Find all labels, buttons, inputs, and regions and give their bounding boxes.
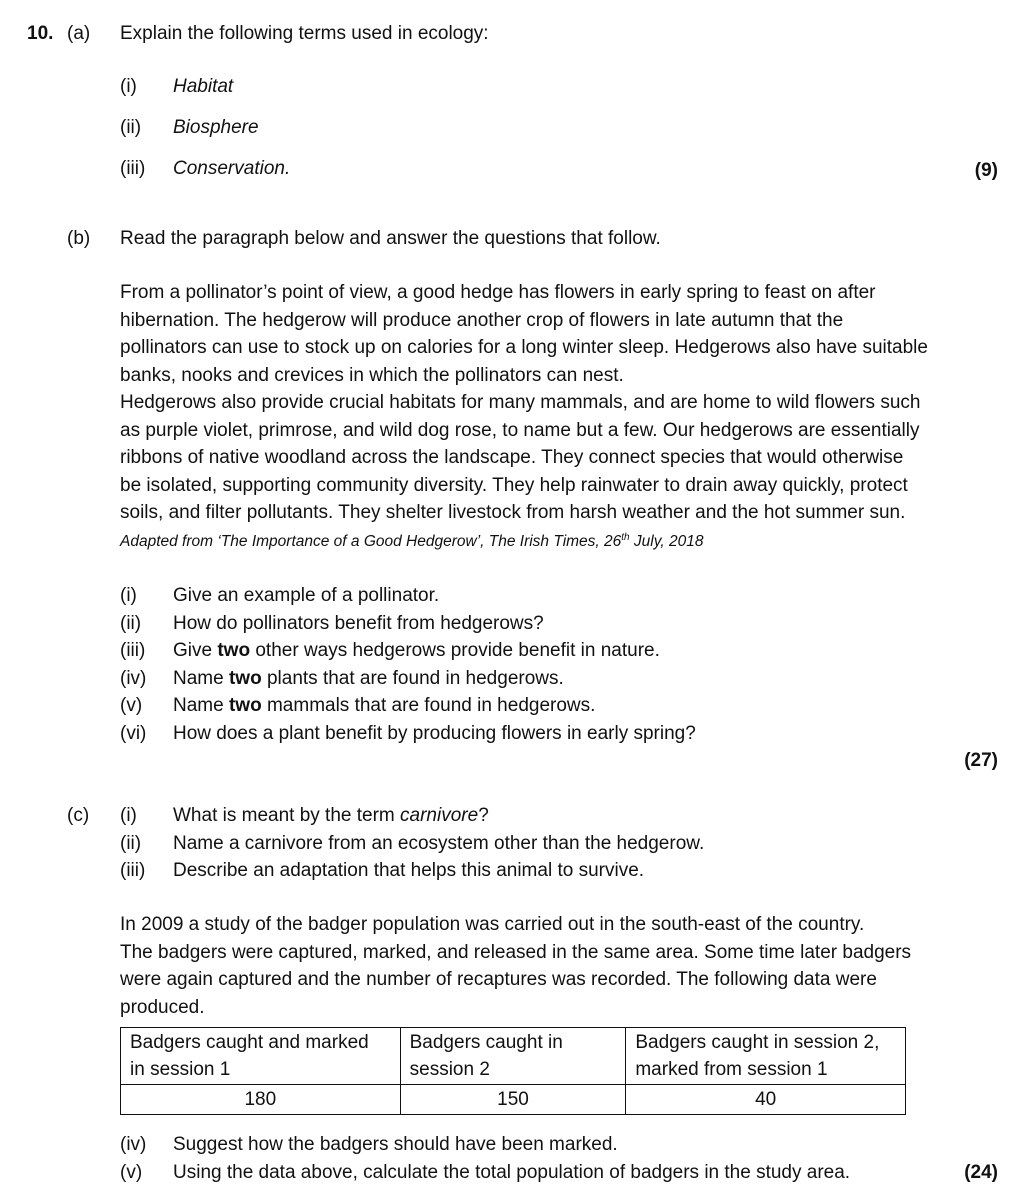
table-header-cell — [400, 1028, 626, 1085]
emphasis: two — [228, 695, 262, 716]
question-text: Name — [173, 695, 229, 716]
hedgerow-paragraph — [120, 279, 1005, 527]
part-a-label: (a) — [67, 23, 91, 44]
paragraph-line: hibernation. The hedgerow will produce another crop of flowers in late autumn that the — [120, 309, 844, 331]
part-c-item — [120, 830, 704, 858]
table-cell: 180 — [121, 1085, 401, 1115]
part-b-question — [120, 637, 660, 665]
paragraph-line: be isolated, supporting community diversity. They help rainwater to drain away quickly, protect — [120, 474, 908, 496]
part-a-marks: (9) — [974, 160, 998, 181]
term: Conservation. — [173, 158, 291, 179]
question-text-end: ? — [478, 805, 489, 826]
question-text: How does a plant benefit by producing flowers in early spring? — [173, 722, 696, 744]
term: Biosphere — [173, 117, 259, 138]
study-line: In 2009 a study of the badger population was carried out in the south-east of the country. — [120, 914, 865, 935]
question-number: 10. — [27, 23, 54, 44]
header-line: session 2 — [409, 1059, 490, 1080]
source-text: Adapted from ‘The Importance of a Good Hedgerow’, The Irish Times, 26 — [120, 533, 622, 551]
item-number: (iv) — [120, 667, 147, 689]
emphasis: two — [217, 640, 251, 661]
source-superscript: th — [621, 532, 630, 543]
item-number: (ii) — [120, 117, 142, 138]
question-text: Give an example of a pollinator. — [173, 585, 440, 606]
item-number: (iii) — [120, 860, 146, 881]
question-text: Describe an adaptation that helps this animal to survive. — [173, 860, 645, 881]
part-b-question — [120, 582, 439, 610]
item-number: (i) — [120, 585, 137, 606]
table-header-cell — [626, 1028, 906, 1085]
study-line: The badgers were captured, marked, and released in the same area. Some time later badgers — [120, 941, 912, 963]
part-c-item — [120, 857, 644, 885]
part-b-question — [120, 610, 544, 638]
paragraph-line: ribbons of native woodland across the landscape. They connect species that would otherwise — [120, 447, 904, 468]
question-text: Give — [173, 640, 218, 661]
table-header-cell — [121, 1028, 401, 1085]
term: Habitat — [173, 76, 234, 97]
question-text: Using the data above, calculate the total population of badgers in the study area. — [173, 1161, 851, 1183]
part-b-question — [120, 665, 564, 693]
paragraph-line: From a pollinator’s point of view, a good hedge has flowers in early spring to feast on after — [120, 282, 876, 303]
question-text: Suggest how the badgers should have been marked. — [173, 1134, 618, 1155]
badger-study-paragraph — [120, 911, 1005, 1021]
carnivore-term: carnivore — [400, 805, 479, 826]
table-cell: 40 — [626, 1085, 906, 1115]
part-b-stem: Read the paragraph below and answer the questions that follow. — [120, 228, 661, 249]
part-a-item — [120, 114, 259, 142]
study-line: produced. — [120, 996, 205, 1018]
header-line: Badgers caught in — [409, 1032, 563, 1053]
part-c-item — [120, 802, 489, 830]
source-date: July, 2018 — [629, 533, 704, 551]
item-number: (vi) — [120, 722, 147, 744]
item-number: (i) — [120, 805, 137, 826]
part-b-marks: (27) — [964, 750, 998, 771]
table-header-row — [121, 1028, 906, 1085]
part-b-label: (b) — [67, 228, 91, 249]
part-a-stem: Explain the following terms used in ecology: — [120, 23, 489, 44]
study-line: were again captured and the number of recaptures was recorded. The following data were — [120, 969, 877, 990]
emphasis: two — [228, 667, 262, 689]
item-number: (ii) — [120, 612, 142, 634]
item-number: (ii) — [120, 832, 142, 854]
part-b-question — [120, 720, 696, 748]
paragraph-line: banks, nooks and crevices in which the pollinators can nest. — [120, 364, 624, 386]
table-cell: 150 — [400, 1085, 626, 1115]
part-c-item — [120, 1131, 618, 1159]
question-text: What is meant by the term — [173, 805, 401, 826]
header-line: marked from session 1 — [635, 1059, 828, 1080]
paragraph-line: Hedgerows also provide crucial habitats for many mammals, and are home to wild flowers such — [120, 392, 921, 413]
question-text-end: plants that are found in hedgerows. — [261, 667, 564, 689]
item-number: (i) — [120, 76, 137, 97]
header-line: Badgers caught in session 2, — [635, 1032, 880, 1053]
item-number: (iv) — [120, 1134, 147, 1155]
part-c-marks: (24) — [964, 1162, 998, 1183]
paragraph-line: soils, and filter pollutants. They shelter livestock from harsh weather and the hot summer sun. — [120, 502, 906, 523]
item-number: (iii) — [120, 158, 146, 179]
part-c-label: (c) — [67, 805, 90, 826]
table-row — [121, 1085, 906, 1115]
item-number: (iii) — [120, 640, 146, 661]
question-text-end: other ways hedgerows provide benefit in nature. — [250, 640, 660, 661]
paragraph-line: pollinators can use to stock up on calories for a long winter sleep. Hedgerows also have suitable — [120, 337, 928, 358]
source-citation — [120, 532, 703, 551]
question-text-end: mammals that are found in hedgerows. — [261, 695, 596, 716]
header-line: Badgers caught and marked — [130, 1032, 369, 1053]
item-number: (v) — [120, 1161, 143, 1183]
item-number: (v) — [120, 695, 143, 716]
header-line: in session 1 — [130, 1059, 231, 1080]
badger-data-table — [120, 1027, 906, 1115]
part-a-item — [120, 155, 290, 183]
part-c-item — [120, 1159, 850, 1187]
part-b-question — [120, 692, 595, 720]
question-text: Name — [173, 667, 229, 689]
question-text: Name a carnivore from an ecosystem other than the hedgerow. — [173, 832, 705, 854]
part-a-item — [120, 73, 233, 101]
paragraph-line: as purple violet, primrose, and wild dog rose, to name but a few. Our hedgerows are essentially — [120, 419, 920, 441]
question-text: How do pollinators benefit from hedgerows? — [173, 612, 544, 634]
